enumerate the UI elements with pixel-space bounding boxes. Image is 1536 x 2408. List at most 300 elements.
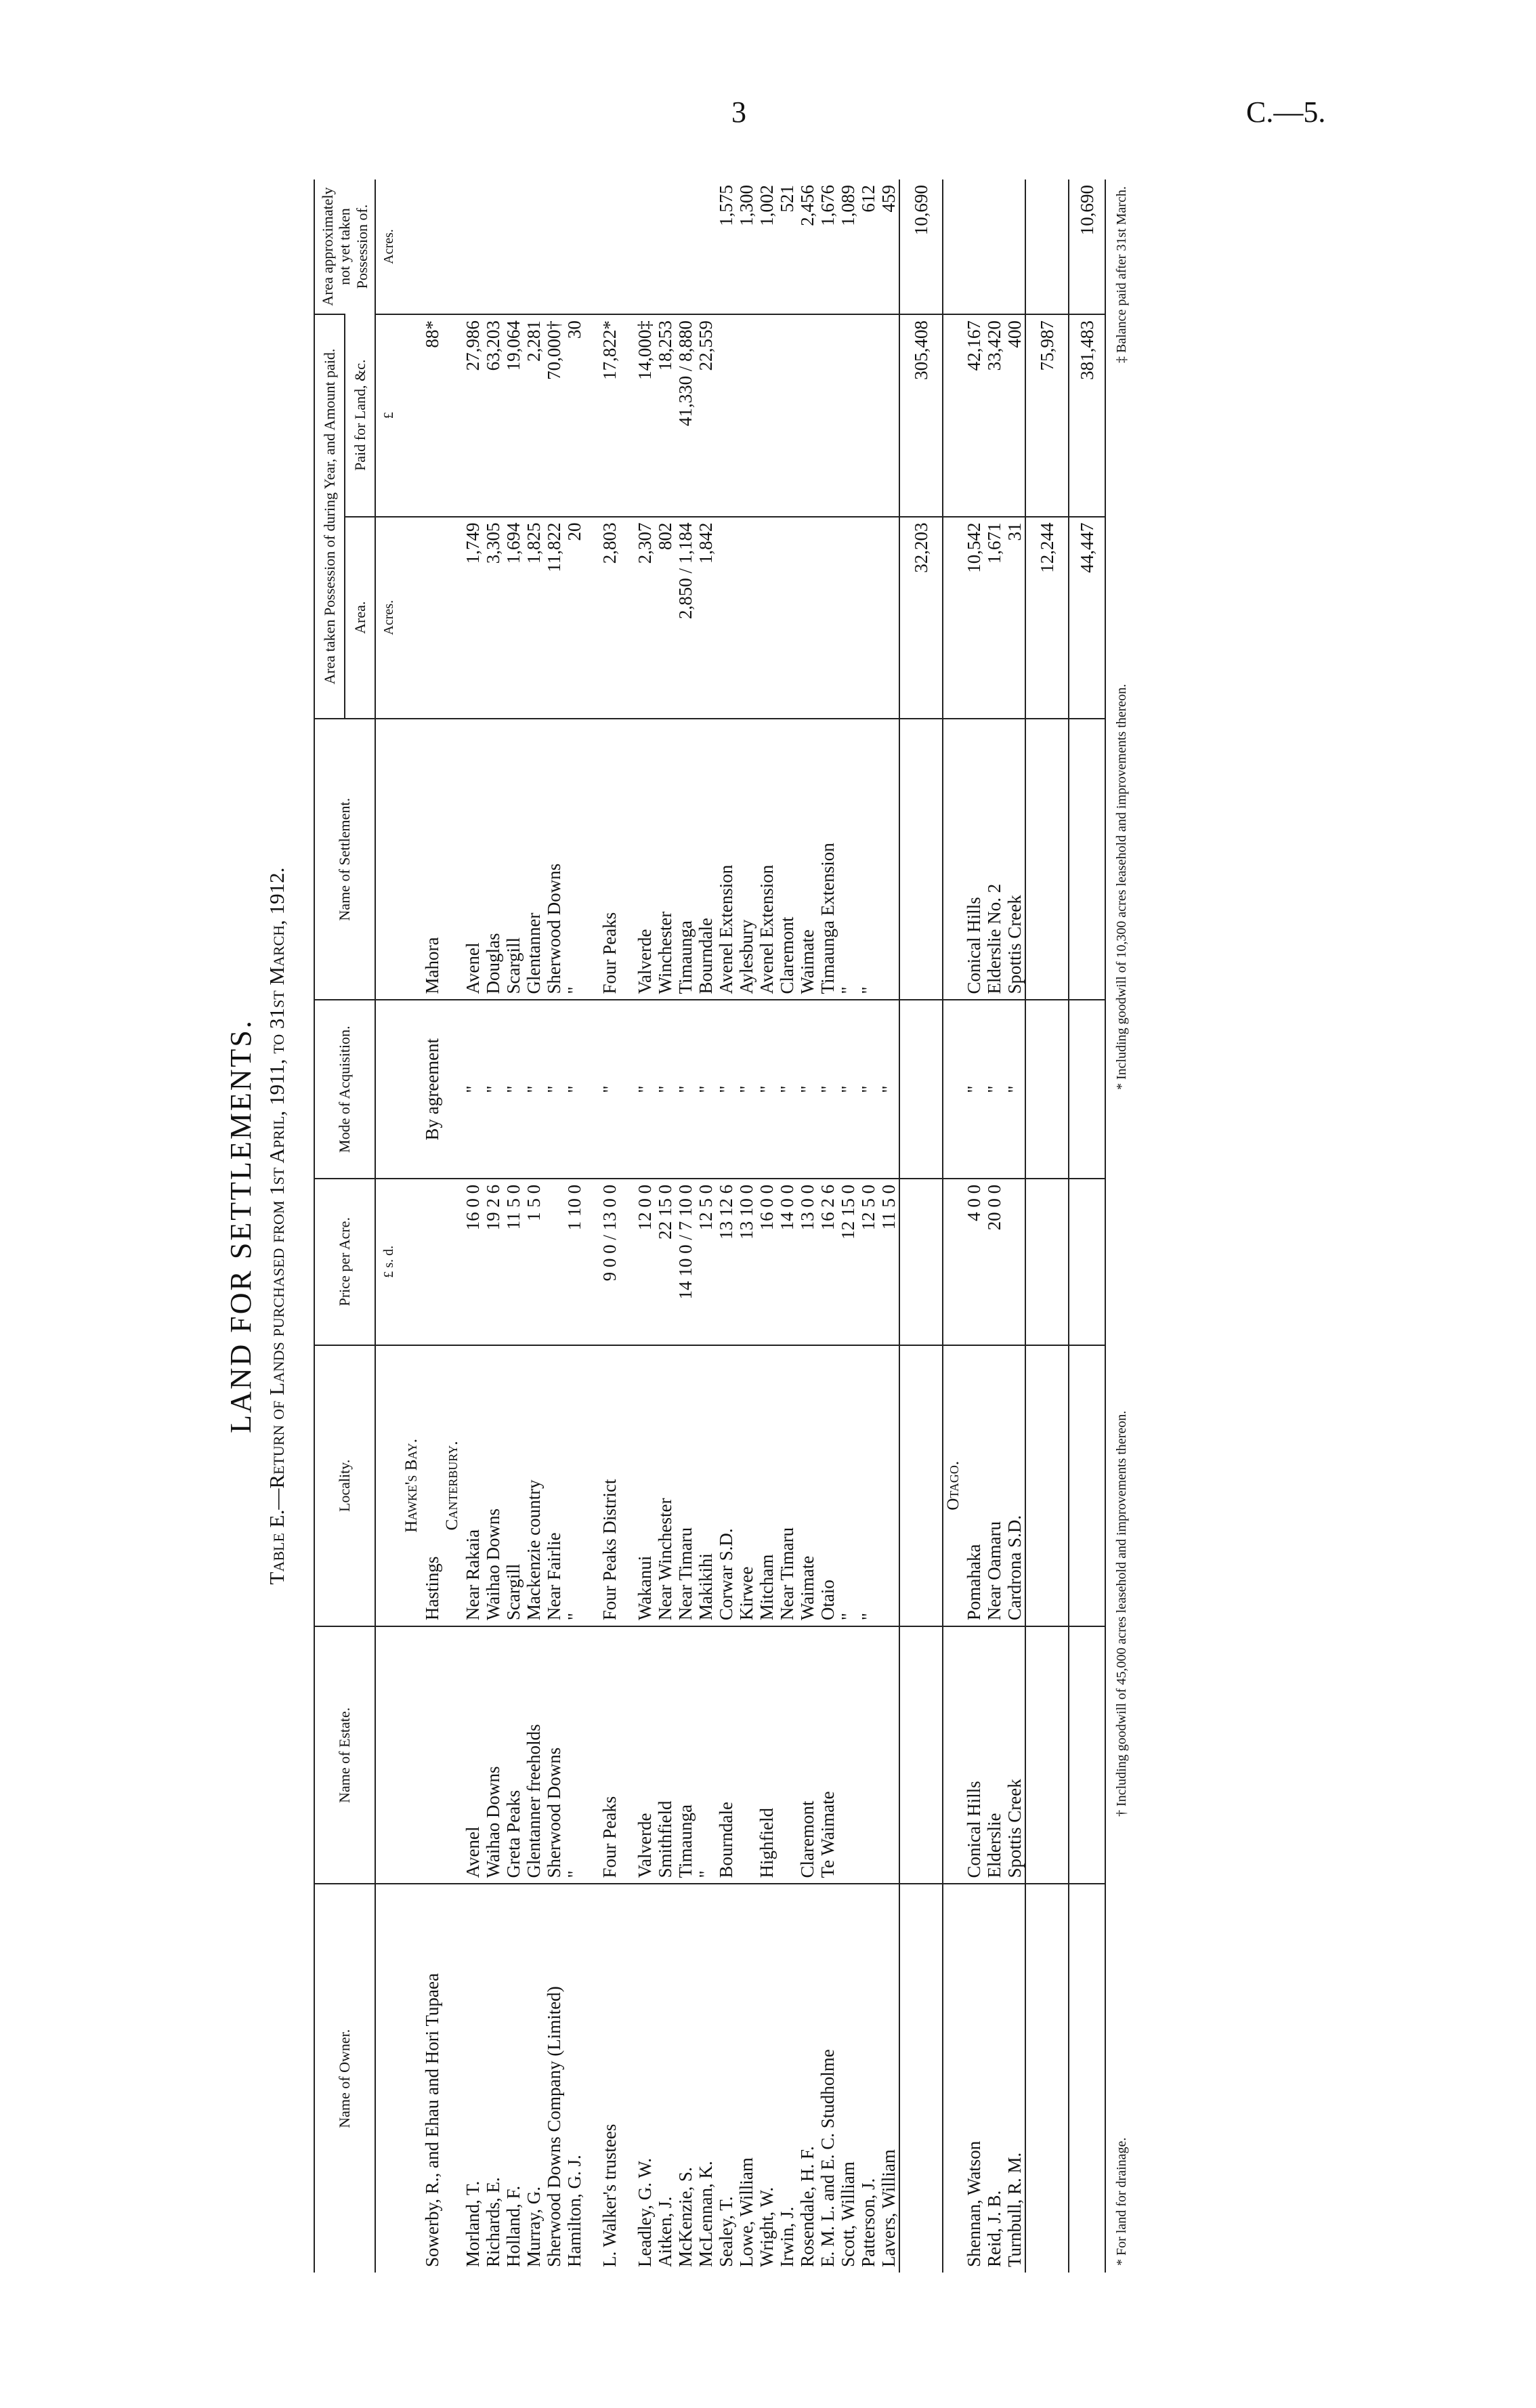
cell-owner: McLennan, K. — [696, 1884, 716, 2273]
cell-owner: Sealey, T. — [716, 1884, 736, 2273]
cell-not-taken — [984, 179, 1004, 314]
cell-locality: " — [564, 1345, 584, 1627]
table-row — [736, 179, 756, 2273]
cell-mode: " — [716, 1000, 736, 1178]
cell-estate: Timaunga — [675, 1626, 696, 1884]
cell-price: 12 15 0 — [838, 1179, 858, 1345]
cell-area: 2,850 / 1,184 — [675, 517, 696, 719]
cell-locality: Near Rakaia — [463, 1345, 483, 1627]
cell-price: 1 10 0 — [564, 1179, 584, 1345]
cell-settlement: Four Peaks — [599, 719, 620, 1000]
table-row — [696, 179, 716, 2273]
cell-not-taken — [1004, 179, 1025, 314]
cell-mode: " — [858, 1000, 878, 1178]
cell-owner: McKenzie, S. — [675, 1884, 696, 2273]
cell-locality — [878, 1345, 899, 1627]
region-heading-row — [402, 179, 422, 2273]
cell-not-taken — [675, 179, 696, 314]
cell-estate: Avenel — [463, 1626, 483, 1884]
cell-area — [858, 517, 878, 719]
table-row — [503, 179, 524, 2273]
cell-mode: " — [777, 1000, 797, 1178]
unit-price: £ s. d. — [375, 1179, 402, 1345]
cell-area — [838, 517, 858, 719]
cell-settlement: Mahora — [422, 719, 442, 1000]
cell-owner: Shennan, Watson — [964, 1884, 984, 2273]
cell-estate — [422, 1626, 442, 1884]
cell-paid: 41,330 / 8,880 — [675, 314, 696, 516]
cell-settlement — [899, 719, 943, 1000]
cell-estate — [1025, 1626, 1069, 1884]
region-heading: Hawke's Bay. — [402, 1345, 422, 1627]
cell-locality: Waimate — [797, 1345, 817, 1627]
cell-not-taken — [964, 179, 984, 314]
cell-settlement — [878, 719, 899, 1000]
cell-owner: Aitken, J. — [655, 1884, 675, 2273]
grand-total-row — [1069, 179, 1105, 2273]
cell-area: 32,203 — [899, 517, 943, 719]
cell-price: 16 2 6 — [817, 1179, 838, 1345]
cell-settlement: Valverde — [635, 719, 655, 1000]
cell-price: 20 0 0 — [984, 1179, 1004, 1345]
cell-mode: " — [838, 1000, 858, 1178]
cell-price — [899, 1179, 943, 1345]
table-row — [777, 179, 797, 2273]
cell-settlement: Conical Hills — [964, 719, 984, 1000]
cell-locality: " — [858, 1345, 878, 1627]
cell-not-taken: 10,690 — [899, 179, 943, 314]
table-row — [655, 179, 675, 2273]
cell-price: 16 0 0 — [756, 1179, 777, 1345]
cell-settlement: Claremont — [777, 719, 797, 1000]
cell-locality: Waihao Downs — [483, 1345, 503, 1627]
cell-paid: 18,253 — [655, 314, 675, 516]
cell-settlement: Avenel — [463, 719, 483, 1000]
cell-estate — [878, 1626, 899, 1884]
footnote: † Including goodwill of 45,000 acres leasehold and improvements thereon. — [1113, 1410, 1129, 1817]
cell-settlement: Waimate — [797, 719, 817, 1000]
cell-locality: Mackenzie country — [524, 1345, 544, 1627]
table-row — [964, 179, 984, 2273]
cell-area — [756, 517, 777, 719]
subtotal-row — [899, 179, 943, 2273]
cell-owner: Lowe, William — [736, 1884, 756, 2273]
cell-settlement: Spottis Creek — [1004, 719, 1025, 1000]
cell-not-taken — [544, 179, 564, 314]
cell-price: 16 0 0 — [463, 1179, 483, 1345]
table-subtitle: Table E.—Return of Lands purchased from 1st April, 1911, to 31st March, 1912. — [265, 867, 289, 1585]
cell-estate: Conical Hills — [964, 1626, 984, 1884]
cell-estate: Greta Peaks — [503, 1626, 524, 1884]
spacer-row — [584, 179, 599, 2273]
cell-area — [736, 517, 756, 719]
header-area: Area. — [345, 517, 375, 719]
table-row — [599, 179, 620, 2273]
cell-price: 4 0 0 — [964, 1179, 984, 1345]
cell-area: 11,822 — [544, 517, 564, 719]
cell-area: 3,305 — [483, 517, 503, 719]
cell-owner: Leadley, G. W. — [635, 1884, 655, 2273]
header-locality: Locality. — [314, 1345, 375, 1627]
cell-mode: " — [756, 1000, 777, 1178]
return-table — [314, 179, 1106, 2273]
cell-area: 31 — [1004, 517, 1025, 719]
cell-price: 11 5 0 — [503, 1179, 524, 1345]
cell-paid: 14,000‡ — [635, 314, 655, 516]
cell-owner: Holland, F. — [503, 1884, 524, 2273]
cell-area — [817, 517, 838, 719]
header-price: Price per Acre. — [314, 1179, 375, 1345]
cell-not-taken: 1,300 — [735, 185, 756, 226]
cell-estate: Four Peaks — [599, 1626, 620, 1884]
cell-not-taken — [463, 179, 483, 314]
cell-mode: " — [635, 1000, 655, 1178]
unit-area: Acres. — [375, 517, 402, 719]
cell-price: 13 10 0 — [736, 1179, 756, 1345]
unit-not-taken: Acres. — [381, 229, 396, 264]
rotated-table-block — [223, 179, 1314, 2273]
cell-paid: 30 — [564, 314, 584, 516]
cell-price: 1 5 0 — [524, 1179, 544, 1345]
cell-locality: Corwar S.D. — [716, 1345, 736, 1627]
cell-paid — [797, 314, 817, 516]
cell-mode: " — [463, 1000, 483, 1178]
cell-area — [797, 517, 817, 719]
cell-owner: Scott, William — [838, 1884, 858, 2273]
cell-settlement: Bourndale — [696, 719, 716, 1000]
cell-not-taken — [422, 179, 442, 314]
cell-locality — [1025, 1345, 1069, 1627]
header-not-taken: Area approximately not yet taken Possession of. — [314, 179, 375, 314]
cell-area: 1,694 — [503, 517, 524, 719]
cell-paid: 88* — [422, 314, 442, 516]
cell-paid — [817, 314, 838, 516]
cell-owner: L. Walker's trustees — [599, 1884, 620, 2273]
cell-mode — [1025, 1000, 1069, 1178]
cell-mode: " — [696, 1000, 716, 1178]
table-row — [1004, 179, 1025, 2273]
cell-paid: 381,483 — [1069, 314, 1105, 516]
region-heading: Otago. — [943, 1345, 964, 1627]
cell-not-taken — [483, 179, 503, 314]
cell-area: 802 — [655, 517, 675, 719]
table-row — [817, 179, 838, 2273]
table-row — [544, 179, 564, 2273]
cell-locality — [899, 1345, 943, 1627]
cell-mode: " — [736, 1000, 756, 1178]
cell-mode: " — [564, 1000, 584, 1178]
cell-not-taken — [635, 179, 655, 314]
table-row — [483, 179, 503, 2273]
cell-settlement: Sherwood Downs — [544, 719, 564, 1000]
cell-paid: 400 — [1004, 314, 1025, 516]
cell-settlement: Glentanner — [524, 719, 544, 1000]
cell-price: 14 0 0 — [777, 1179, 797, 1345]
cell-paid — [878, 314, 899, 516]
table-row — [675, 179, 696, 2273]
cell-not-taken — [524, 179, 544, 314]
cell-area: 44,447 — [1069, 517, 1105, 719]
table-row — [524, 179, 544, 2273]
cell-not-taken — [696, 179, 716, 314]
cell-settlement: Aylesbury — [736, 719, 756, 1000]
cell-mode: " — [524, 1000, 544, 1178]
footnote: * For land for drainage. — [1113, 2137, 1129, 2266]
table-row — [564, 179, 584, 2273]
cell-price — [544, 1179, 564, 1345]
table-row — [716, 179, 736, 2273]
cell-area: 1,671 — [984, 517, 1004, 719]
cell-price: 13 0 0 — [797, 1179, 817, 1345]
cell-estate: Claremont — [797, 1626, 817, 1884]
page-number: 3 — [731, 96, 746, 129]
spacer-row — [620, 179, 635, 2273]
cell-estate: Waihao Downs — [483, 1626, 503, 1884]
cell-estate: Elderslie — [984, 1626, 1004, 1884]
cell-estate — [777, 1626, 797, 1884]
cell-paid: 70,000† — [544, 314, 564, 516]
cell-estate: Valverde — [635, 1626, 655, 1884]
cell-paid: 305,408 — [899, 314, 943, 516]
cell-locality: Four Peaks District — [599, 1345, 620, 1627]
cell-not-taken — [599, 179, 620, 314]
cell-settlement: Timaunga Extension — [817, 719, 838, 1000]
cell-locality: Pomahaka — [964, 1345, 984, 1627]
cell-estate — [899, 1626, 943, 1884]
cell-locality: Near Oamaru — [984, 1345, 1004, 1627]
cell-estate: Te Waimate — [817, 1626, 838, 1884]
cell-estate: Sherwood Downs — [544, 1626, 564, 1884]
cell-price — [1025, 1179, 1069, 1345]
cell-locality: Kirwee — [736, 1345, 756, 1627]
cell-not-taken: 1,575 — [715, 185, 736, 226]
cell-paid: 33,420 — [984, 314, 1004, 516]
page-title: LAND FOR SETTLEMENTS. — [224, 1019, 257, 1433]
cell-paid — [838, 314, 858, 516]
cell-area: 20 — [564, 517, 584, 719]
table-row — [984, 179, 1004, 2273]
cell-owner: E. M. L. and E. C. Studholme — [817, 1884, 838, 2273]
cell-settlement — [1069, 719, 1105, 1000]
cell-mode — [899, 1000, 943, 1178]
cell-area — [777, 517, 797, 719]
cell-not-taken — [503, 179, 524, 314]
cell-area: 10,542 — [964, 517, 984, 719]
cell-paid: 2,281 — [524, 314, 544, 516]
cell-owner — [899, 1884, 943, 2273]
table-row — [858, 179, 878, 2273]
cell-paid: 17,822* — [599, 314, 620, 516]
cell-owner: Morland, T. — [463, 1884, 483, 2273]
series-code: C.—5. — [1246, 96, 1326, 129]
cell-not-taken: 1,002 — [756, 185, 777, 226]
cell-owner: Turnbull, R. M. — [1004, 1884, 1025, 2273]
cell-price — [1004, 1179, 1025, 1345]
cell-locality — [1069, 1345, 1105, 1627]
cell-settlement: Scargill — [503, 719, 524, 1000]
cell-not-taken: 459 — [878, 185, 899, 213]
header-estate: Name of Estate. — [314, 1626, 375, 1884]
cell-price: 12 5 0 — [696, 1179, 716, 1345]
cell-paid: 27,986 — [463, 314, 483, 516]
cell-area: 2,307 — [635, 517, 655, 719]
cell-not-taken: 10,690 — [1069, 179, 1105, 314]
cell-price: 12 5 0 — [858, 1179, 878, 1345]
cell-mode: " — [797, 1000, 817, 1178]
cell-price: 12 0 0 — [635, 1179, 655, 1345]
cell-mode: " — [675, 1000, 696, 1178]
cell-area: 1,825 — [524, 517, 544, 719]
cell-settlement: Winchester — [655, 719, 675, 1000]
cell-estate — [838, 1626, 858, 1884]
cell-paid: 19,064 — [503, 314, 524, 516]
cell-area — [878, 517, 899, 719]
cell-locality: Hastings — [422, 1345, 442, 1627]
cell-owner: Richards, E. — [483, 1884, 503, 2273]
footnote: * Including goodwill of 10,300 acres leasehold and improvements thereon. — [1113, 683, 1129, 1090]
cell-locality: Near Fairlie — [544, 1345, 564, 1627]
cell-locality: Near Timaru — [675, 1345, 696, 1627]
cell-locality: " — [838, 1345, 858, 1627]
cell-owner: Sherwood Downs Company (Limited) — [544, 1884, 564, 2273]
cell-price: 14 10 0 / 7 10 0 — [675, 1179, 696, 1345]
cell-owner: Patterson, J. — [858, 1884, 878, 2273]
cell-paid — [777, 314, 797, 516]
cell-price: 13 12 6 — [716, 1179, 736, 1345]
cell-estate: " — [564, 1626, 584, 1884]
cell-locality: Otaio — [817, 1345, 838, 1627]
cell-price — [1069, 1179, 1105, 1345]
cell-mode: " — [544, 1000, 564, 1178]
cell-mode: " — [817, 1000, 838, 1178]
cell-locality: Scargill — [503, 1345, 524, 1627]
cell-owner: Sowerby, R., and Ehau and Hori Tupaea — [422, 1884, 442, 2273]
cell-locality: Cardrona S.D. — [1004, 1345, 1025, 1627]
table-row — [422, 179, 442, 2273]
cell-price: 19 2 6 — [483, 1179, 503, 1345]
cell-locality: Wakanui — [635, 1345, 655, 1627]
cell-estate — [736, 1626, 756, 1884]
cell-estate: Smithfield — [655, 1626, 675, 1884]
cell-mode: " — [964, 1000, 984, 1178]
cell-paid: 63,203 — [483, 314, 503, 516]
cell-price: 22 15 0 — [655, 1179, 675, 1345]
cell-price — [422, 1179, 442, 1345]
cell-estate: " — [696, 1626, 716, 1884]
cell-owner: Murray, G. — [524, 1884, 544, 2273]
cell-locality: Near Winchester — [655, 1345, 675, 1627]
cell-locality: Makikihi — [696, 1345, 716, 1627]
cell-settlement: Avenel Extension — [756, 719, 777, 1000]
cell-owner: Rosendale, H. F. — [797, 1884, 817, 2273]
cell-estate — [1069, 1626, 1105, 1884]
cell-area: 1,842 — [696, 517, 716, 719]
table-body — [375, 179, 1105, 2273]
cell-locality: Near Timaru — [777, 1345, 797, 1627]
subtotal-row — [1025, 179, 1069, 2273]
cell-owner — [1069, 1884, 1105, 2273]
cell-locality: Mitcham — [756, 1345, 777, 1627]
cell-paid — [858, 314, 878, 516]
cell-not-taken: 1,089 — [837, 185, 858, 226]
cell-owner: Wright, W. — [756, 1884, 777, 2273]
cell-owner: Lavers, William — [878, 1884, 899, 2273]
cell-paid — [716, 314, 736, 516]
cell-estate: Bourndale — [716, 1626, 736, 1884]
cell-not-taken: 1,676 — [817, 185, 838, 226]
cell-settlement: Elderslie No. 2 — [984, 719, 1004, 1000]
cell-settlement — [1025, 719, 1069, 1000]
cell-paid: 75,987 — [1025, 314, 1069, 516]
cell-price: 11 5 0 — [878, 1179, 899, 1345]
cell-estate: Glentanner freeholds — [524, 1626, 544, 1884]
cell-area — [716, 517, 736, 719]
cell-estate: Spottis Creek — [1004, 1626, 1025, 1884]
cell-settlement: " — [858, 719, 878, 1000]
cell-area: 2,803 — [599, 517, 620, 719]
footnote: ‡ Balance paid after 31st March. — [1113, 186, 1129, 364]
cell-not-taken: 612 — [857, 185, 878, 213]
cell-mode: " — [984, 1000, 1004, 1178]
cell-mode: " — [655, 1000, 675, 1178]
cell-paid — [736, 314, 756, 516]
cell-owner: Reid, J. B. — [984, 1884, 1004, 2273]
cell-estate: Highfield — [756, 1626, 777, 1884]
header-paid: Paid for Land, &c. — [345, 314, 375, 516]
cell-owner — [1025, 1884, 1069, 2273]
cell-paid — [756, 314, 777, 516]
header-owner: Name of Owner. — [314, 1884, 375, 2273]
cell-not-taken: 521 — [776, 185, 797, 213]
cell-area: 1,749 — [463, 517, 483, 719]
table-row — [635, 179, 655, 2273]
cell-settlement: Avenel Extension — [716, 719, 736, 1000]
units-row — [375, 179, 402, 2273]
cell-owner: Irwin, J. — [777, 1884, 797, 2273]
cell-paid: 22,559 — [696, 314, 716, 516]
cell-paid: 42,167 — [964, 314, 984, 516]
region-heading-row — [943, 179, 964, 2273]
cell-not-taken — [655, 179, 675, 314]
cell-mode: " — [503, 1000, 524, 1178]
cell-owner: Hamilton, G. J. — [564, 1884, 584, 2273]
table-row — [756, 179, 777, 2273]
region-heading: Canterbury. — [442, 1345, 463, 1627]
table-row — [797, 179, 817, 2273]
cell-price: 9 0 0 / 13 0 0 — [599, 1179, 620, 1345]
cell-estate — [858, 1626, 878, 1884]
cell-not-taken — [1025, 179, 1069, 314]
cell-settlement: Timaunga — [675, 719, 696, 1000]
cell-area — [422, 517, 442, 719]
cell-area: 12,244 — [1025, 517, 1069, 719]
cell-mode: " — [483, 1000, 503, 1178]
cell-settlement: Douglas — [483, 719, 503, 1000]
cell-mode: By agreement — [422, 1000, 442, 1178]
header-mode: Mode of Acquisition. — [314, 1000, 375, 1178]
cell-not-taken: 2,456 — [796, 185, 817, 226]
table-row — [838, 179, 858, 2273]
cell-not-taken — [564, 179, 584, 314]
table-row — [878, 179, 899, 2273]
cell-settlement: " — [564, 719, 584, 1000]
cell-mode: " — [1004, 1000, 1025, 1178]
region-heading-row — [442, 179, 463, 2273]
header-group: Area taken Possession of during Year, and Amount paid. — [314, 314, 345, 719]
table-row — [463, 179, 483, 2273]
cell-mode: " — [878, 1000, 899, 1178]
cell-mode: " — [599, 1000, 620, 1178]
